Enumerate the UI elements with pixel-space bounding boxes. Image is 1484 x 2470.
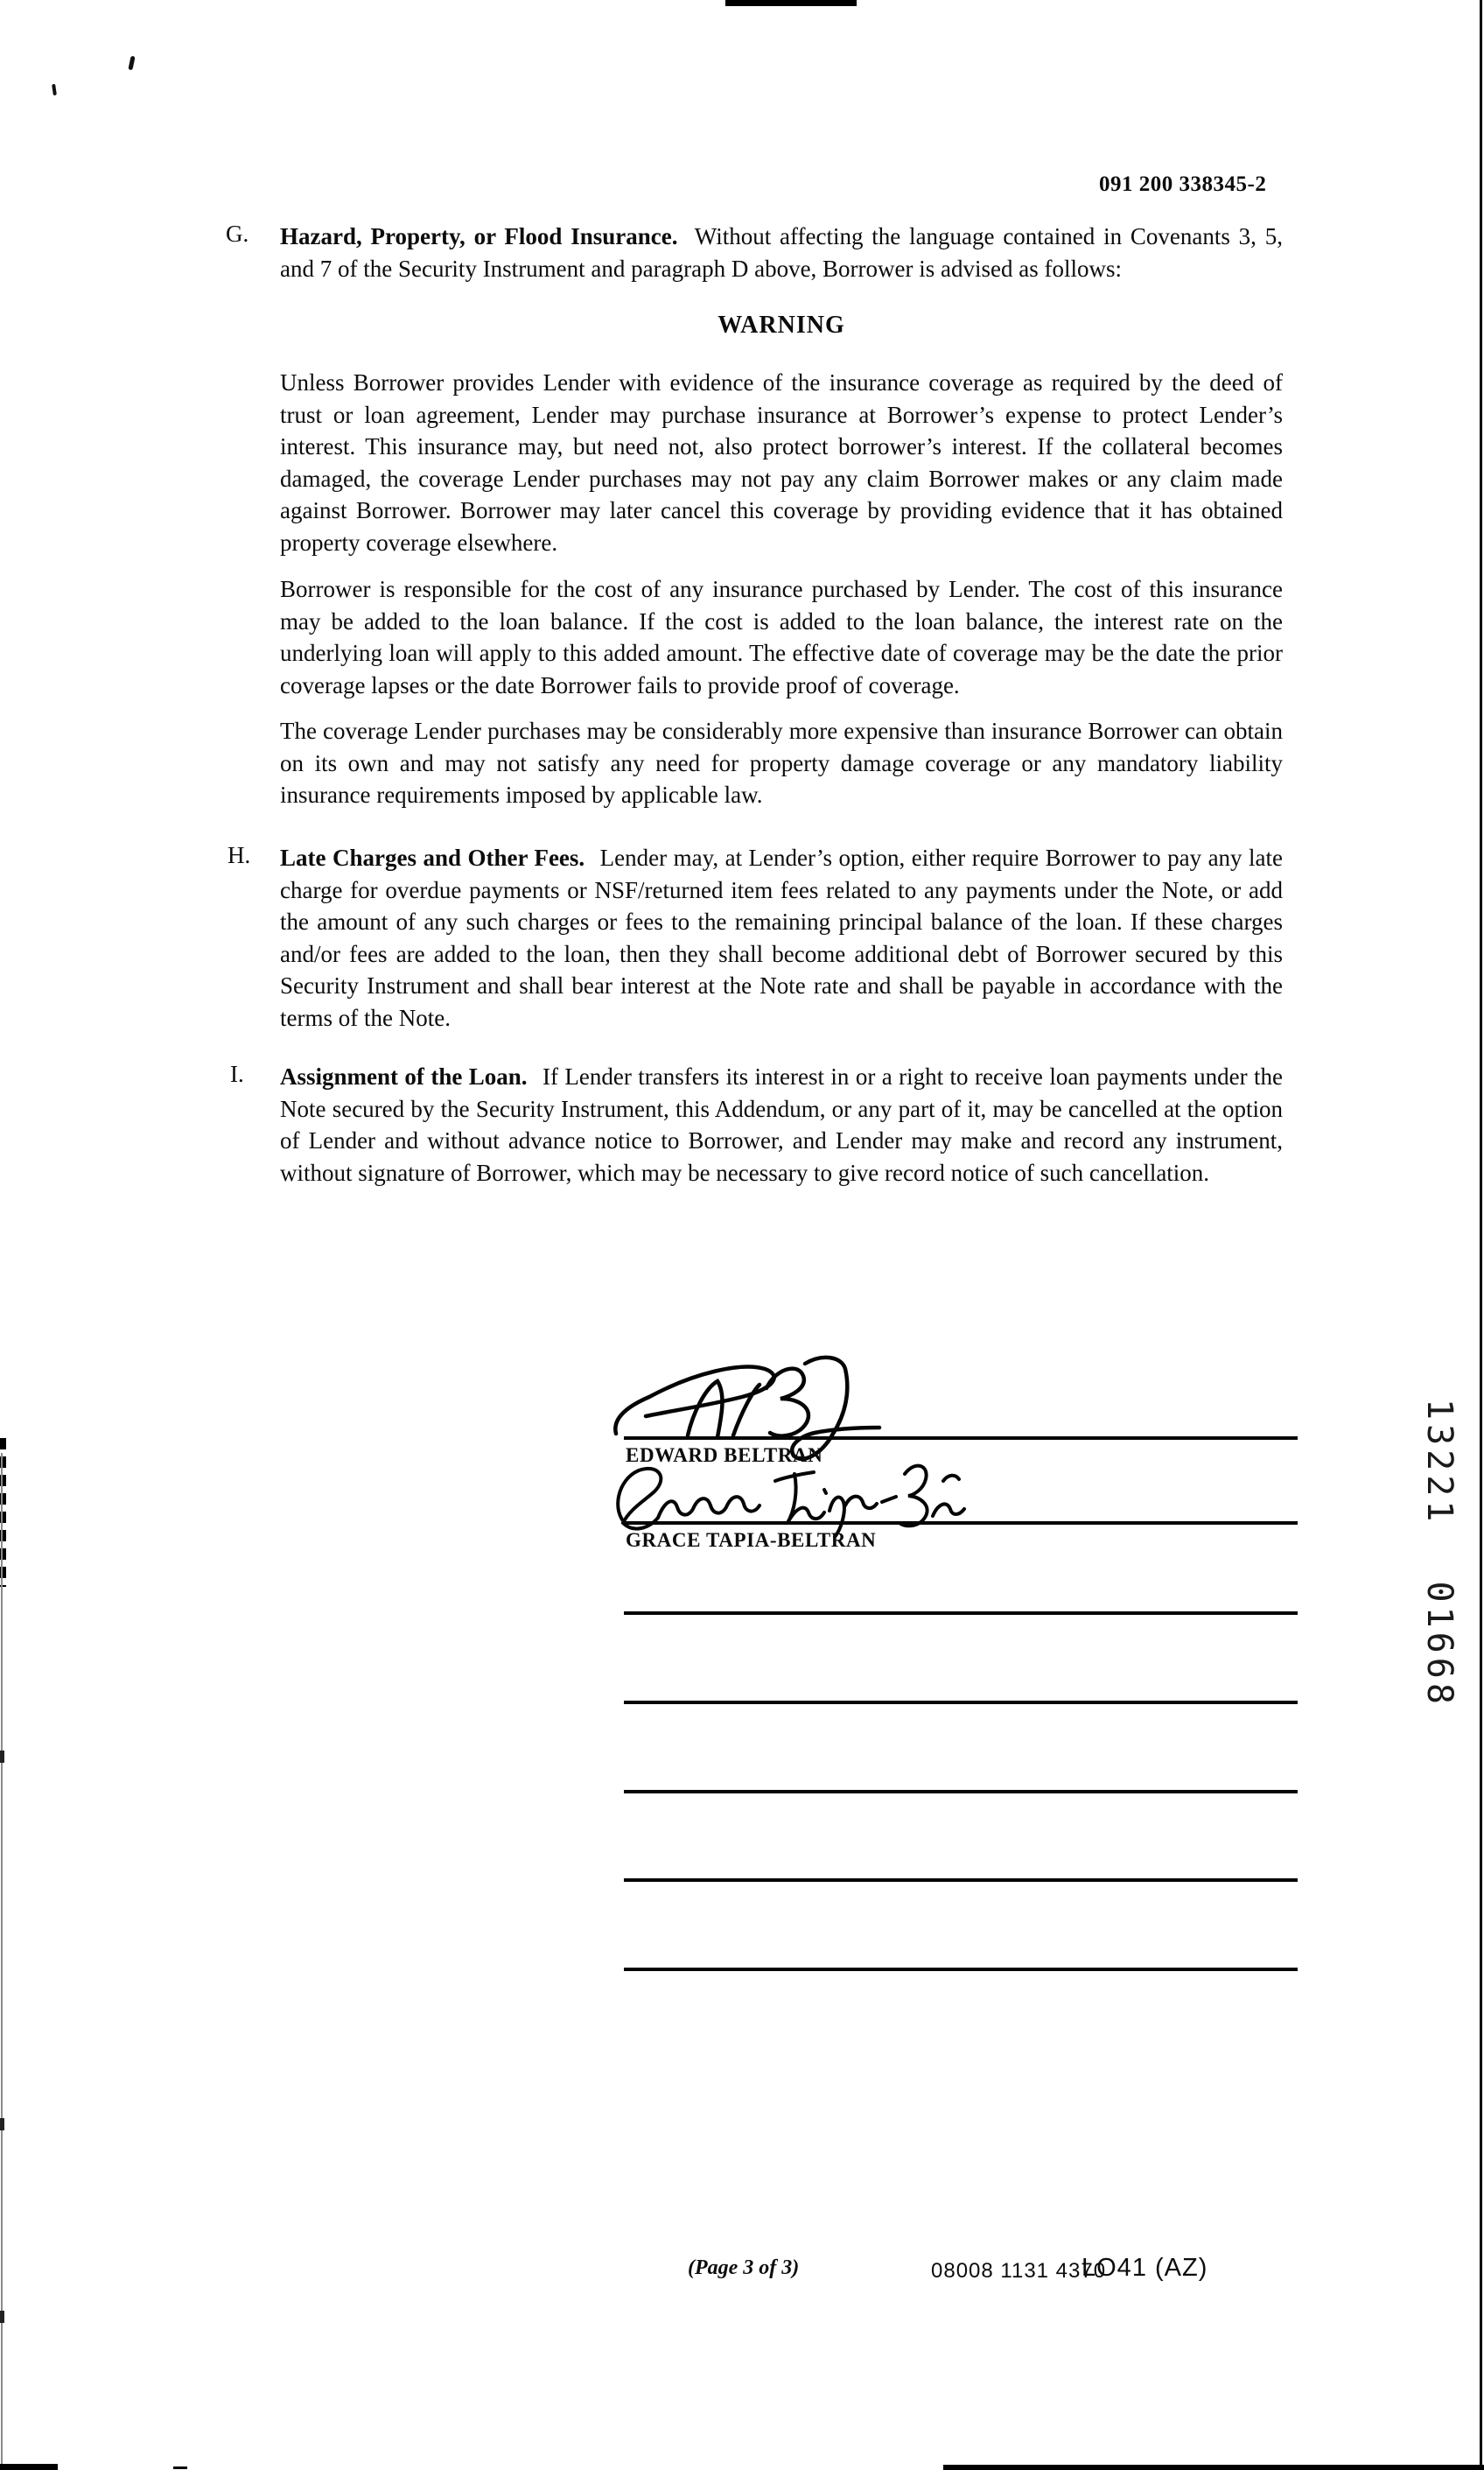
- signature-line-blank: [624, 1968, 1298, 1971]
- scan-artifact-speck: [0, 1751, 4, 1763]
- signer-name-edward: EDWARD BELTRAN: [626, 1444, 823, 1466]
- signature-line-blank: [624, 1611, 1298, 1615]
- warning-paragraph-3: The coverage Lender purchases may be considerably more expensive than insurance Borrower can obtain on its own and may not satisfy any need for property damage coverage or any mandatory liability insurance requirements imposed by applicable law.: [280, 718, 1283, 809]
- footer-page-label: (Page 3 of 3): [688, 2256, 800, 2279]
- scan-artifact-bottom-bar: [943, 2465, 1484, 2470]
- section-i-title: Assignment of the Loan.: [280, 1063, 528, 1090]
- section-h-title: Late Charges and Other Fees.: [280, 845, 585, 871]
- section-i-body: If Lender transfers its interest in or a right to receive loan payments under the Note secured by the Security Instrument, this Addendum, or any part of it, may be cancelled at the option of Lender and without advance notice to Borrower, and Lender may make and record any instrument, without signature of Borrower, which may be necessary to give record notice of such cancellation.: [280, 1063, 1283, 1186]
- signature-line-edward: [624, 1436, 1298, 1440]
- section-letter-h: H.: [228, 842, 251, 868]
- scan-artifact-speck: [128, 56, 135, 71]
- signature-line-blank: [624, 1790, 1298, 1793]
- footer-form-code: LO41 (AZ): [1082, 2254, 1208, 2282]
- section-g-body: Without affecting the language contained in Covenants 3, 5, and 7 of the Security Instrument and paragraph D above, Borrower is advised as follows:: [280, 223, 1283, 282]
- section-letter-g: G.: [226, 221, 249, 247]
- scan-artifact-speck: [0, 2118, 4, 2130]
- scan-artifact-bottom-dash: [173, 2466, 187, 2469]
- signature-line-blank: [624, 1878, 1298, 1882]
- scan-artifact-speck: [0, 2311, 4, 2323]
- footer-doc-code: 08008 1131 4370: [931, 2259, 1107, 2283]
- warning-heading: WARNING: [718, 312, 845, 339]
- warning-paragraph-1: Unless Borrower provides Lender with evidence of the insurance coverage as required by the deed of trust or loan agreement, Lender may purchase insurance at Borrower’s expense to protect Lender’s interest. This insurance may, but need not, also protect borrower’s interest. If the collateral becomes damaged, the coverage Lender purchases may not pay any claim Borrower makes or any claim made against Borrower. Borrower may later cancel this coverage by providing evidence that it has obtained property coverage elsewhere.: [280, 369, 1283, 556]
- signature-edward-beltran: [604, 1350, 910, 1494]
- warning-paragraph-2: Borrower is responsible for the cost of any insurance purchased by Lender. The cost of this insurance may be added to the loan balance. If the cost is added to the loan balance, the interest rate on the underlying loan will apply to this added amount. The effective date of coverage may be the date the prior coverage lapses or the date Borrower fails to provide proof of coverage.: [280, 576, 1283, 698]
- scan-artifact-top-line: [725, 0, 857, 6]
- section-i-paragraph: [280, 1061, 1283, 1189]
- scan-artifact-speck: [52, 84, 57, 95]
- section-h-body: Lender may, at Lender’s option, either require Borrower to pay any late charge for overdue payments or NSF/returned item fees related to any payments under the Note, or add the amount of any such charges or fees to the remaining principal balance of the loan. If these charges and/or fees are added to the loan, then they shall become additional debt of Borrower secured by this Security Instrument and shall bear interest at the Note rate and shall be payable in accordance with the terms of the Note.: [280, 845, 1284, 1031]
- section-h-paragraph: [280, 842, 1283, 1035]
- signer-name-grace: GRACE TAPIA-BELTRAN: [626, 1529, 877, 1551]
- document-number: 091 200 338345-2: [1099, 172, 1267, 196]
- section-letter-i: I.: [230, 1061, 244, 1087]
- signature-line-blank: [624, 1701, 1298, 1704]
- section-g-paragraph: [280, 221, 1283, 284]
- margin-stamp-number: 13221 01668: [1419, 1399, 1460, 1709]
- scan-artifact-right-border: [1480, 0, 1482, 2470]
- scan-artifact-bottom-bar: [0, 2464, 58, 2470]
- section-g-title: Hazard, Property, or Flood Insurance.: [280, 223, 678, 249]
- signature-line-grace: [624, 1521, 1298, 1525]
